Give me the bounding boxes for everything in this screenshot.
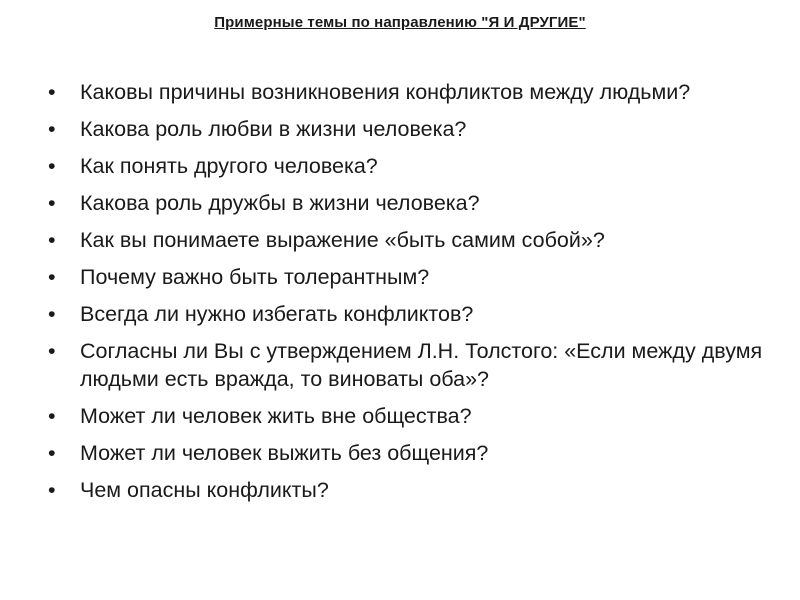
topic-text: Какова роль любви в жизни человека? xyxy=(80,117,467,141)
topic-text: Какова роль дружбы в жизни человека? xyxy=(80,191,480,215)
list-item xyxy=(48,264,768,292)
bullet-icon: • xyxy=(48,80,56,104)
topic-text: Всегда ли нужно избегать конфликтов? xyxy=(80,302,474,326)
list-item xyxy=(48,190,768,218)
list-item xyxy=(48,301,768,329)
bullet-icon: • xyxy=(48,302,56,326)
bullet-icon: • xyxy=(48,440,56,465)
list-item xyxy=(48,477,768,505)
list-item xyxy=(48,338,768,393)
list-item xyxy=(48,227,768,255)
topic-text: Каковы причины возникновения конфликтов между людьми? xyxy=(80,80,691,104)
list-item xyxy=(48,440,768,468)
topic-text: Как понять другого человека? xyxy=(80,154,378,178)
topic-list xyxy=(48,79,768,514)
list-item xyxy=(48,153,768,181)
list-item xyxy=(48,403,768,431)
bullet-icon: • xyxy=(48,477,56,502)
list-item xyxy=(48,79,768,107)
topic-text: Как вы понимаете выражение «быть самим собой»? xyxy=(80,228,605,252)
topic-text: Может ли человек выжить без общения? xyxy=(80,440,489,465)
bullet-icon: • xyxy=(48,228,56,252)
bullet-icon: • xyxy=(48,191,56,215)
bullet-icon: • xyxy=(48,265,56,289)
bullet-icon: • xyxy=(48,403,56,428)
bullet-icon: • xyxy=(48,339,56,363)
topic-text: Чем опасны конфликты? xyxy=(80,477,329,502)
bullet-icon: • xyxy=(48,154,56,178)
topic-text: Почему важно быть толерантным? xyxy=(80,265,430,289)
list-item xyxy=(48,116,768,144)
topic-text: Может ли человек жить вне общества? xyxy=(80,403,472,428)
topic-text: Согласны ли Вы с утверждением Л.Н. Толстого: «Если между двумя людьми есть вражда, то виноваты оба»? xyxy=(80,339,763,391)
bullet-icon: • xyxy=(48,117,56,141)
page-title: Примерные темы по направлению "Я И ДРУГИЕ" xyxy=(214,14,586,31)
